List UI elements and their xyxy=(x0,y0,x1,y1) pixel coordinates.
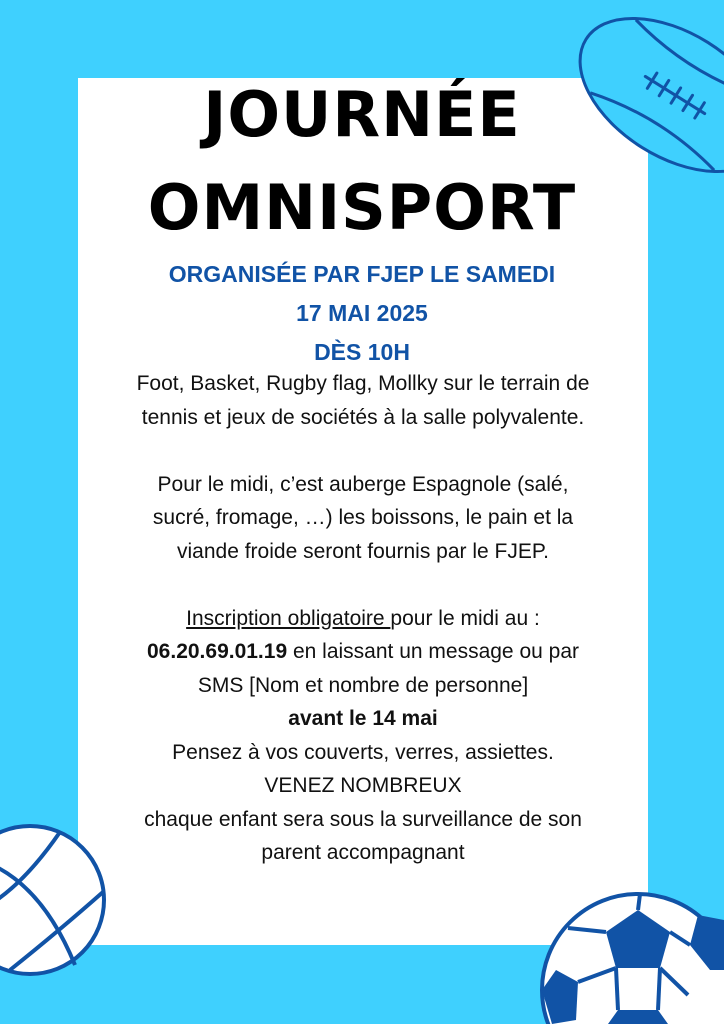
spacer xyxy=(78,568,648,602)
spacer xyxy=(78,434,648,468)
title-line-2: OMNISPORT xyxy=(147,171,577,244)
event-date: 17 MAI 2025 xyxy=(296,300,428,326)
activities-line-2: tennis et jeux de sociétés à la salle polyvalente. xyxy=(141,405,585,429)
reminder: Pensez à vos couverts, verres, assiettes. xyxy=(172,740,554,764)
lunch-line-3: viande froide seront fournis par le FJEP. xyxy=(177,539,549,563)
event-time: DÈS 10H xyxy=(314,339,410,365)
phone-number: 06.20.69.01.19 xyxy=(147,640,288,663)
title-line-1: JOURNÉE xyxy=(203,78,521,151)
organizer-line: ORGANISÉE PAR FJEP LE SAMEDI xyxy=(168,261,556,287)
phone-line xyxy=(78,635,648,669)
notice-line-1: chaque enfant sera sous la surveillance de son xyxy=(144,807,582,831)
registration-line xyxy=(78,602,648,636)
activities-line-1: Foot, Basket, Rugby flag, Mollky sur le terrain de xyxy=(136,372,590,395)
registration-rest: pour le midi au : xyxy=(390,606,540,630)
phone-rest: en laissant un message ou par xyxy=(287,640,579,663)
registration-label: Inscription obligatoire xyxy=(186,606,391,630)
lunch-line-2: sucré, fromage, …) les boissons, le pain et la xyxy=(152,506,574,529)
call-to-action: VENEZ NOMBREUX xyxy=(264,774,462,797)
deadline: avant le 14 mai xyxy=(288,707,438,730)
lunch-line-1: Pour le midi, c’est auberge Espagnole (salé, xyxy=(157,472,569,496)
notice-line-2: parent accompagnant xyxy=(261,841,465,864)
flyer-body xyxy=(78,367,648,870)
sms-line: SMS [Nom et nombre de personne] xyxy=(197,673,529,697)
soccer-ball-icon xyxy=(538,870,724,1024)
